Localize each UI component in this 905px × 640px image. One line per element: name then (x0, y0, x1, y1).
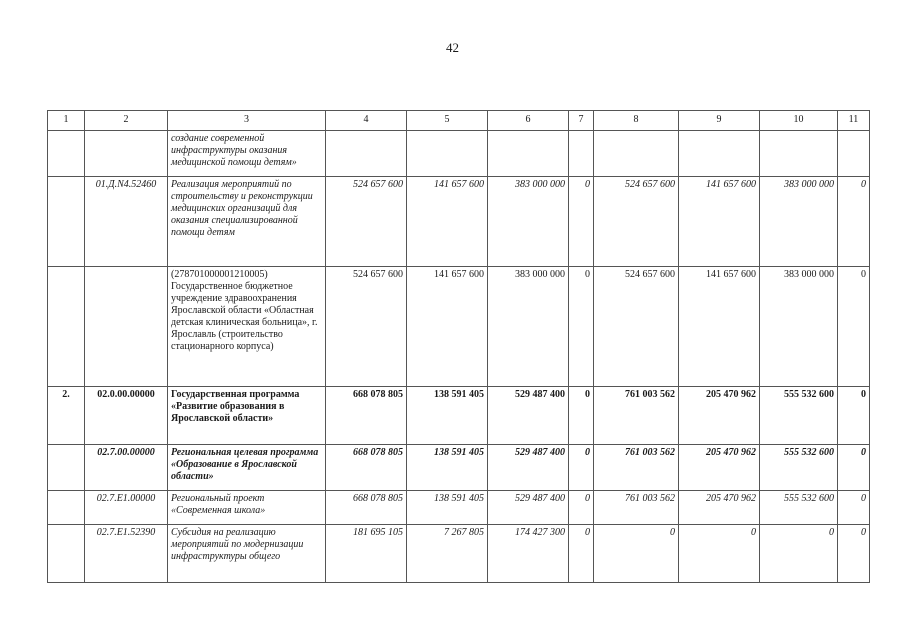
value-cell: 0 (838, 491, 870, 525)
code-cell (85, 131, 168, 177)
value-cell: 0 (569, 267, 594, 387)
value-cell (569, 131, 594, 177)
column-header: 5 (407, 111, 488, 131)
value-cell: 524 657 600 (594, 177, 679, 267)
value-cell: 141 657 600 (679, 177, 760, 267)
table-row (48, 267, 870, 387)
table-row (48, 131, 870, 177)
value-cell (679, 131, 760, 177)
value-cell: 761 003 562 (594, 445, 679, 491)
code-cell: 02.7.E1.00000 (85, 491, 168, 525)
description-cell: Региональная целевая программа «Образование в Ярославской области» (168, 445, 326, 491)
description-cell: Государственная программа «Развитие образования в Ярославской области» (168, 387, 326, 445)
value-cell: 555 532 600 (760, 387, 838, 445)
value-cell: 181 695 105 (326, 525, 407, 583)
row-number-cell (48, 525, 85, 583)
row-number-cell (48, 177, 85, 267)
code-cell: 02.0.00.00000 (85, 387, 168, 445)
value-cell: 529 487 400 (488, 445, 569, 491)
value-cell (488, 131, 569, 177)
description-cell: создание современной инфраструктуры оказания медицинской помощи детям» (168, 131, 326, 177)
value-cell: 205 470 962 (679, 387, 760, 445)
column-header: 10 (760, 111, 838, 131)
value-cell: 205 470 962 (679, 445, 760, 491)
value-cell: 668 078 805 (326, 445, 407, 491)
value-cell (760, 131, 838, 177)
column-header-row (48, 111, 870, 131)
value-cell: 0 (679, 525, 760, 583)
value-cell: 141 657 600 (407, 267, 488, 387)
row-number-cell (48, 445, 85, 491)
value-cell: 0 (838, 445, 870, 491)
table-row (48, 445, 870, 491)
code-cell: 01.Д.N4.52460 (85, 177, 168, 267)
value-cell: 0 (569, 491, 594, 525)
row-number-cell (48, 491, 85, 525)
value-cell: 0 (569, 525, 594, 583)
value-cell: 524 657 600 (326, 267, 407, 387)
value-cell: 555 532 600 (760, 445, 838, 491)
value-cell (594, 131, 679, 177)
value-cell (838, 131, 870, 177)
table-row (48, 387, 870, 445)
value-cell: 529 487 400 (488, 387, 569, 445)
value-cell: 383 000 000 (760, 177, 838, 267)
table-row (48, 525, 870, 583)
value-cell: 524 657 600 (326, 177, 407, 267)
value-cell: 383 000 000 (488, 177, 569, 267)
value-cell: 0 (569, 445, 594, 491)
page-number: 42 (446, 40, 459, 55)
value-cell: 668 078 805 (326, 387, 407, 445)
value-cell: 761 003 562 (594, 491, 679, 525)
value-cell: 174 427 300 (488, 525, 569, 583)
row-number-cell (48, 131, 85, 177)
value-cell: 141 657 600 (679, 267, 760, 387)
table-row (48, 177, 870, 267)
column-header: 4 (326, 111, 407, 131)
column-header: 2 (85, 111, 168, 131)
column-header: 7 (569, 111, 594, 131)
value-cell: 138 591 405 (407, 387, 488, 445)
value-cell: 761 003 562 (594, 387, 679, 445)
column-header: 11 (838, 111, 870, 131)
value-cell: 0 (594, 525, 679, 583)
value-cell: 524 657 600 (594, 267, 679, 387)
description-cell: Субсидия на реализацию мероприятий по модернизации инфраструктуры общего (168, 525, 326, 583)
column-header: 6 (488, 111, 569, 131)
column-header: 8 (594, 111, 679, 131)
value-cell: 529 487 400 (488, 491, 569, 525)
column-header: 9 (679, 111, 760, 131)
value-cell: 668 078 805 (326, 491, 407, 525)
value-cell: 383 000 000 (488, 267, 569, 387)
column-header: 1 (48, 111, 85, 131)
value-cell (326, 131, 407, 177)
table-row (48, 491, 870, 525)
row-number-cell: 2. (48, 387, 85, 445)
value-cell: 0 (838, 267, 870, 387)
value-cell: 0 (569, 387, 594, 445)
description-cell: (278701000001210005) Государственное бюджетное учреждение здравоохранения Ярославской области «Областная детская клиническая больница», г. Ярославль (строительство стационарного корпуса) (168, 267, 326, 387)
value-cell: 138 591 405 (407, 491, 488, 525)
row-number-cell (48, 267, 85, 387)
value-cell: 383 000 000 (760, 267, 838, 387)
code-cell (85, 267, 168, 387)
value-cell: 138 591 405 (407, 445, 488, 491)
value-cell (407, 131, 488, 177)
code-cell: 02.7.00.00000 (85, 445, 168, 491)
value-cell: 0 (838, 387, 870, 445)
column-header: 3 (168, 111, 326, 131)
budget-table (47, 110, 870, 583)
value-cell: 7 267 805 (407, 525, 488, 583)
value-cell: 141 657 600 (407, 177, 488, 267)
value-cell: 205 470 962 (679, 491, 760, 525)
description-cell: Реализация мероприятий по строительству и реконструкции медицинских организаций для оказания специализированной помощи детям (168, 177, 326, 267)
value-cell: 555 532 600 (760, 491, 838, 525)
value-cell: 0 (760, 525, 838, 583)
value-cell: 0 (838, 525, 870, 583)
value-cell: 0 (838, 177, 870, 267)
description-cell: Региональный проект «Современная школа» (168, 491, 326, 525)
value-cell: 0 (569, 177, 594, 267)
code-cell: 02.7.E1.52390 (85, 525, 168, 583)
